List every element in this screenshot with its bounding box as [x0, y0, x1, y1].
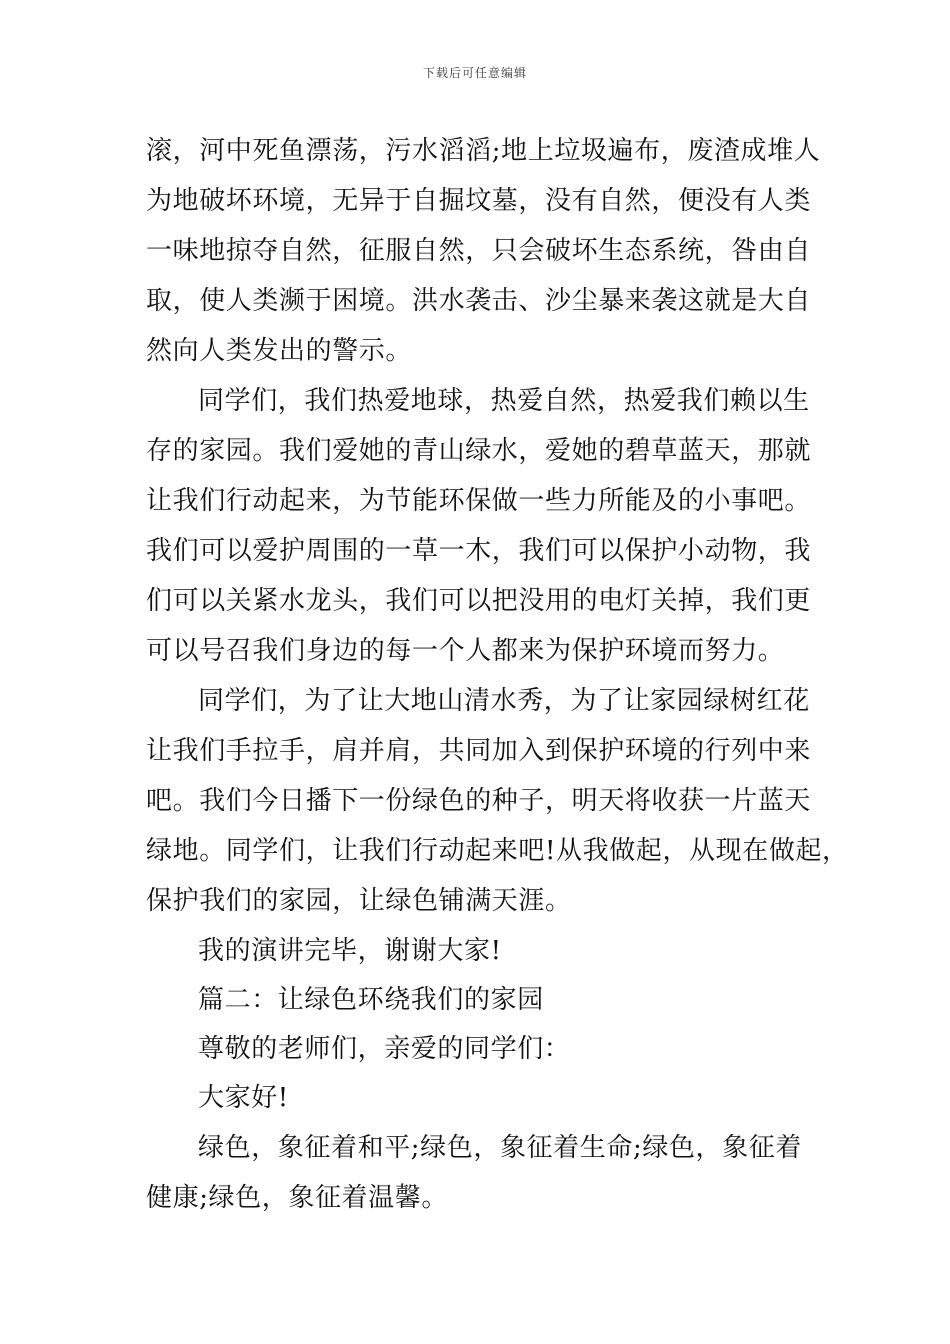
text-line: 为地破坏环境，无异于自掘坟墓，没有自然，便没有人类	[146, 186, 812, 216]
text-line: 保护我们的家园，让绿色铺满天涯。	[146, 886, 572, 916]
closing-line: 我的演讲完毕，谢谢大家!	[198, 936, 502, 966]
text-line: 一味地掠夺自然，征服自然，只会破坏生态系统，咎由自	[146, 236, 812, 266]
body-text	[146, 126, 849, 1223]
text-line: 让我们手拉手，肩并肩，共同加入到保护环境的行列中来	[146, 736, 812, 766]
text-line: 我们可以爱护周围的一草一木，我们可以保护小动物，我	[146, 536, 812, 566]
text-line: 健康;绿色，象征着温馨。	[146, 1183, 448, 1213]
paragraph-start-line: 同学们，我们热爱地球，热爱自然，热爱我们赖以生	[198, 386, 810, 416]
text-line: 然向人类发出的警示。	[146, 336, 413, 366]
text-line: 存的家园。我们爱她的青山绿水，爱她的碧草蓝天，那就	[146, 436, 812, 466]
page-header: 下载后可任意编辑	[422, 66, 527, 80]
text-line: 滚，河中死鱼漂荡，污水滔滔;地上垃圾遍布，废渣成堆人	[146, 136, 821, 166]
paragraph-start-line: 同学们，为了让大地山清水秀，为了让家园绿树红花	[198, 686, 810, 716]
text-line: 吧。我们今日播下一份绿色的种子，明天将收获一片蓝天	[146, 786, 812, 816]
text-line: 取，使人类濒于困境。洪水袭击、沙尘暴来袭这就是大自	[146, 286, 812, 316]
text-line: 们可以关紧水龙头，我们可以把没用的电灯关掉，我们更	[146, 586, 812, 616]
section-heading: 篇二：让绿色环绕我们的家园	[198, 985, 544, 1015]
text-line: 让我们行动起来，为节能环保做一些力所能及的小事吧。	[146, 486, 812, 516]
greeting-line: 大家好!	[198, 1083, 289, 1113]
text-line: 绿地。同学们，让我们行动起来吧!从我做起，从现在做起，	[146, 836, 849, 866]
text-line: 可以号召我们身边的每一个人都来为保护环境而努力。	[146, 636, 785, 666]
salutation-line: 尊敬的老师们，亲爱的同学们：	[198, 1034, 571, 1064]
paragraph-start-line: 绿色，象征着和平;绿色，象征着生命;绿色，象征着	[198, 1133, 802, 1163]
